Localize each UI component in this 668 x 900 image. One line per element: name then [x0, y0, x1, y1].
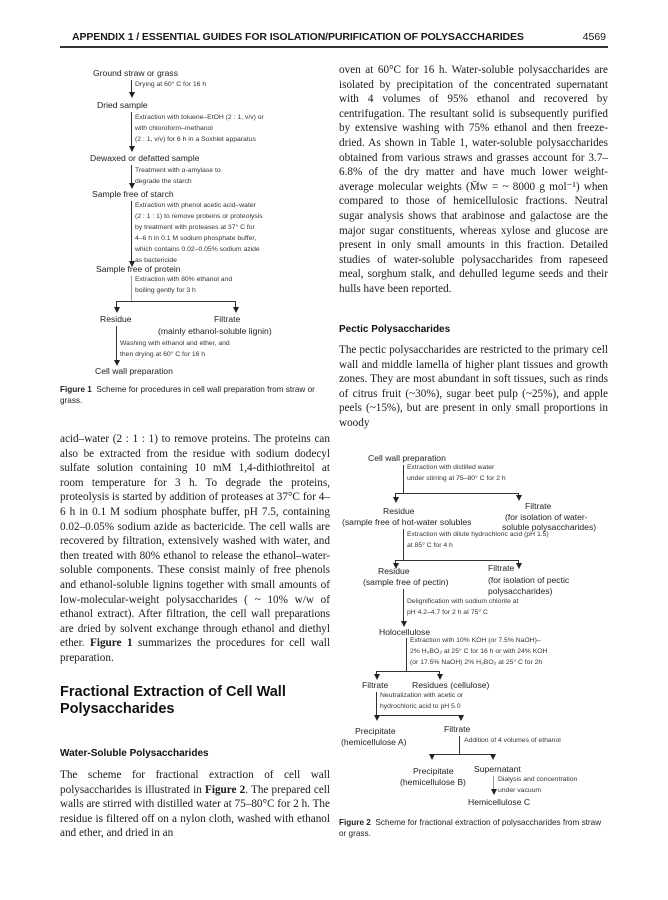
fig2-step-1: Extraction with distilled water under stirring at 75–80° C for 2 h [407, 464, 506, 482]
fig1-step-1: Drying at 60° C for 16 h [135, 81, 207, 88]
fig2-node-precipitate-a-note: (hemicellulose A) [341, 737, 407, 747]
fig2-node-filtrate-2-note-1: (for isolation of pectic [488, 575, 570, 585]
fig1-arrow-line [131, 112, 132, 148]
fig2-step-2: Extraction with dilute hydrochloric acid (pH 1.5) at 85° C for 4 h [407, 531, 549, 549]
page-number: 4569 [582, 31, 606, 43]
arrow-down-icon [233, 307, 239, 313]
arrow-down-icon [393, 497, 399, 503]
fig1-node-filtrate-note: (mainly ethanol-soluble lignin) [158, 326, 272, 336]
fig2-arrow-line [459, 736, 460, 754]
fig1-step-6: Washing with ethanol and ether, and then drying at 60° C for 16 h [120, 340, 230, 358]
fig2-node-residues-cellulose: Residues (cellulose) [412, 680, 490, 690]
figure-1-reference[interactable]: Figure 1 [90, 637, 133, 650]
fig1-step-4: Extraction with phenol acetic acid–water (2 : 1 : 1) to remove proteins or proteolysis by treatment with proteases at 37° C for 4–6 h in 0.1 M sodium phosphate buffer, which contains 0.02–0.05% sodium azide as bactericide [135, 202, 263, 264]
fig2-step-3: Delignification with sodium chlorite at pH 4.2–4.7 for 2 h at 75° C [407, 598, 519, 616]
fig2-node-precipitate-a: Precipitate [355, 726, 396, 736]
fig2-branch-line [376, 715, 461, 716]
fig1-node-filtrate: Filtrate [214, 314, 241, 324]
arrow-down-icon [490, 754, 496, 760]
arrow-down-icon [129, 146, 135, 152]
fig1-step-5: Extraction with 80% ethanol and boiling gently for 3 h [135, 276, 233, 294]
fig2-node-residue-1-note: (sample free of hot-water solubles [342, 517, 472, 527]
fig2-step-5: Neutralization with acetic or hydrochloric acid to pH 5.0 [380, 692, 464, 710]
arrow-down-icon [429, 754, 435, 760]
figure-1-label: Figure 1 [60, 385, 92, 394]
subheading-water-soluble: Water-Soluble Polysaccharides [60, 748, 209, 759]
fig2-branch-line [431, 754, 493, 755]
fig1-step-3: Treatment with α-amylase to degrade the starch [135, 167, 221, 185]
right-paragraph-2: The pectic polysaccharides are restricted to the primary cell wall and middle lamella of higher plant tissues and growth zones. They are most abundant in soft tissues, such as rinds of citrus fruit (~30%), sugar beet pulp (~25%), and apple peels (~15%), but are present in only small proportions in woody [339, 344, 608, 429]
fig2-arrow-line [403, 465, 404, 493]
arrow-down-icon [458, 715, 464, 721]
fig2-node-filtrate-1: Filtrate [525, 501, 552, 511]
fig1-arrow-line [131, 201, 132, 265]
figure-2-caption-text: Scheme for fractional extraction of polysaccharides from straw or grass. [339, 818, 602, 838]
arrow-down-icon [374, 715, 380, 721]
fig2-arrow-line [376, 692, 377, 715]
fig2-node-residue-1: Residue [383, 506, 415, 516]
fig2-node-filtrate-2-note-2: polysaccharides) [488, 586, 553, 596]
fig1-node-dried: Dried sample [97, 100, 148, 110]
right-paragraph-1: oven at 60°C for 16 h. Water-soluble polysaccharides are isolated by precipitation of the concentrated supernatant with 4 volumes of 95% ethanol and recovered by centrifugation. The resultant solid is subsequently purified by extensive washing with 75% ethanol and then freeze-dried. As shown in Table 1, water-soluble polysaccharides obtained from various straws and grasses account for 3.7–6.8% of the dry matter and have much lower weight-average molecular weights (M̄w = ~ 8000 g mol⁻¹) when compared to those of hemicellulosic fractions. Neutral sugar analysis shows that arabinose and galactose are the major sugar constituents, whereas xylose and glucose are present in only small amounts in this fraction. Detailed studies of water-soluble polysaccharides from rapeseed meal, sorghum stalk, and dehulled legume seeds and their hulls have been reported. [339, 64, 608, 295]
fig2-node-holocellulose: Holocellulose [379, 627, 431, 637]
figure-2-caption [339, 817, 608, 839]
fig2-node-filtrate-1-note-2: soluble polysaccharides) [502, 522, 597, 532]
fig1-node-dewaxed: Dewaxed or defatted sample [90, 153, 200, 163]
fig1-node-protein-free: Sample free of protein [96, 264, 181, 274]
fig2-branch-line [376, 671, 440, 672]
fig1-node-starch-free: Sample free of starch [92, 189, 174, 199]
fig2-node-filtrate-4: Filtrate [444, 724, 471, 734]
fig2-arrow-line [403, 529, 404, 560]
fig2-node-filtrate-3: Filtrate [362, 680, 389, 690]
fig2-arrow-line [403, 589, 404, 623]
left-paragraph-1: acid–water (2 : 1 : 1) to remove proteins. The proteins can also be extracted from the residue with sodium dodecyl sulfate solution containing 10 mM 1,4-dithiothreitol at room temperature for 3 h. To degrade the proteins, proteolysis is started by addition of proteases at 37°C for 4–6 h in 0.1 M sodium phosphate buffer, pH 7.5, containing 0.02–0.05% sodium azide as bactericide. The cell walls are recovered by filtration, extensively washed with water, and then treated with 80% ethanol to release the ethanol–water-soluble components. These consist mainly of free phenols and ethanol-soluble lignins together with small amounts of low-molecular-weight polysaccharides ( ~ 10% w/w of ethanol extract). After filtration, the cell wall preparations are dried by solvent exchange through ethanol and diethyl ether. Figure 1 summarizes the procedures for cell wall preparation. [60, 433, 330, 664]
subheading-pectic: Pectic Polysaccharides [339, 324, 451, 335]
fig1-node-ground: Ground straw or grass [93, 68, 179, 78]
fig2-node-precipitate-b: Precipitate [413, 766, 454, 776]
arrow-down-icon [129, 92, 135, 98]
arrow-down-icon [491, 789, 497, 795]
left-paragraph-2: The scheme for fractional extraction of cell wall polysaccharides is illustrated in Figure 2. The prepared cell walls are stirred with distilled water at 75–80°C for 2 h. The residue is filtered off on a nylon cloth, washed with ethanol and ether, and dried in an [60, 769, 330, 840]
fig1-node-cell-wall: Cell wall preparation [95, 366, 173, 376]
fig2-node-filtrate-2: Filtrate [488, 563, 515, 573]
figure-2-label: Figure 2 [339, 818, 371, 827]
fig2-step-4: Extraction with 10% KOH (or 7.5% NaOH)– 2% H₃BO₃ at 25° C for 16 h or with 24% KOH (or 17.5% NaOH) 2% H₃BO₃ at 25° C for 2h [410, 637, 548, 666]
fig1-step-2: Extraction with toluene–EtOH (2 : 1, v/v) or with chloroform–methanol (2 : 1, v/v) for 6 h in a Soxhlet apparatus [135, 114, 264, 143]
fig2-branch-line [395, 560, 519, 561]
fig2-node-cell-wall: Cell wall preparation [368, 453, 446, 463]
arrow-down-icon [516, 563, 522, 569]
fig1-arrow-line [131, 276, 132, 301]
fig2-arrow-line [406, 638, 407, 671]
running-header [60, 26, 608, 48]
fig2-step-6: Addition of 4 volumes of ethanol [464, 737, 561, 744]
arrow-down-icon [516, 495, 522, 501]
figure-1-caption [60, 384, 330, 406]
fig2-node-residue-2: Residue [378, 566, 410, 576]
figure-1-caption-text: Scheme for procedures in cell wall preparation from straw or grass. [60, 385, 315, 405]
section-heading: Fractional Extraction of Cell Wall Polysaccharides [60, 684, 286, 717]
running-header-title: APPENDIX 1 / ESSENTIAL GUIDES FOR ISOLATION/PURIFICATION OF POLYSACCHARIDES [72, 31, 524, 43]
fig2-node-supernatant: Supernatant [474, 764, 521, 774]
fig1-branch-line [116, 301, 236, 302]
fig2-node-residue-2-note: (sample free of pectin) [363, 577, 449, 587]
fig1-arrow-line [116, 326, 117, 362]
fig2-node-hemicellulose-c: Hemicellulose C [468, 797, 531, 807]
figure-2-reference[interactable]: Figure 2 [205, 783, 246, 796]
fig2-node-filtrate-1-note-1: (for isolation of water- [505, 512, 588, 522]
fig2-node-precipitate-b-note: (hemicellulose B) [400, 777, 466, 787]
fig2-branch-line [395, 493, 519, 494]
fig2-arrow-line [493, 776, 494, 790]
fig2-step-7: Dialysis and concentration under vacuum [498, 776, 578, 794]
arrow-down-icon [114, 307, 120, 313]
fig1-node-residue: Residue [100, 314, 132, 324]
